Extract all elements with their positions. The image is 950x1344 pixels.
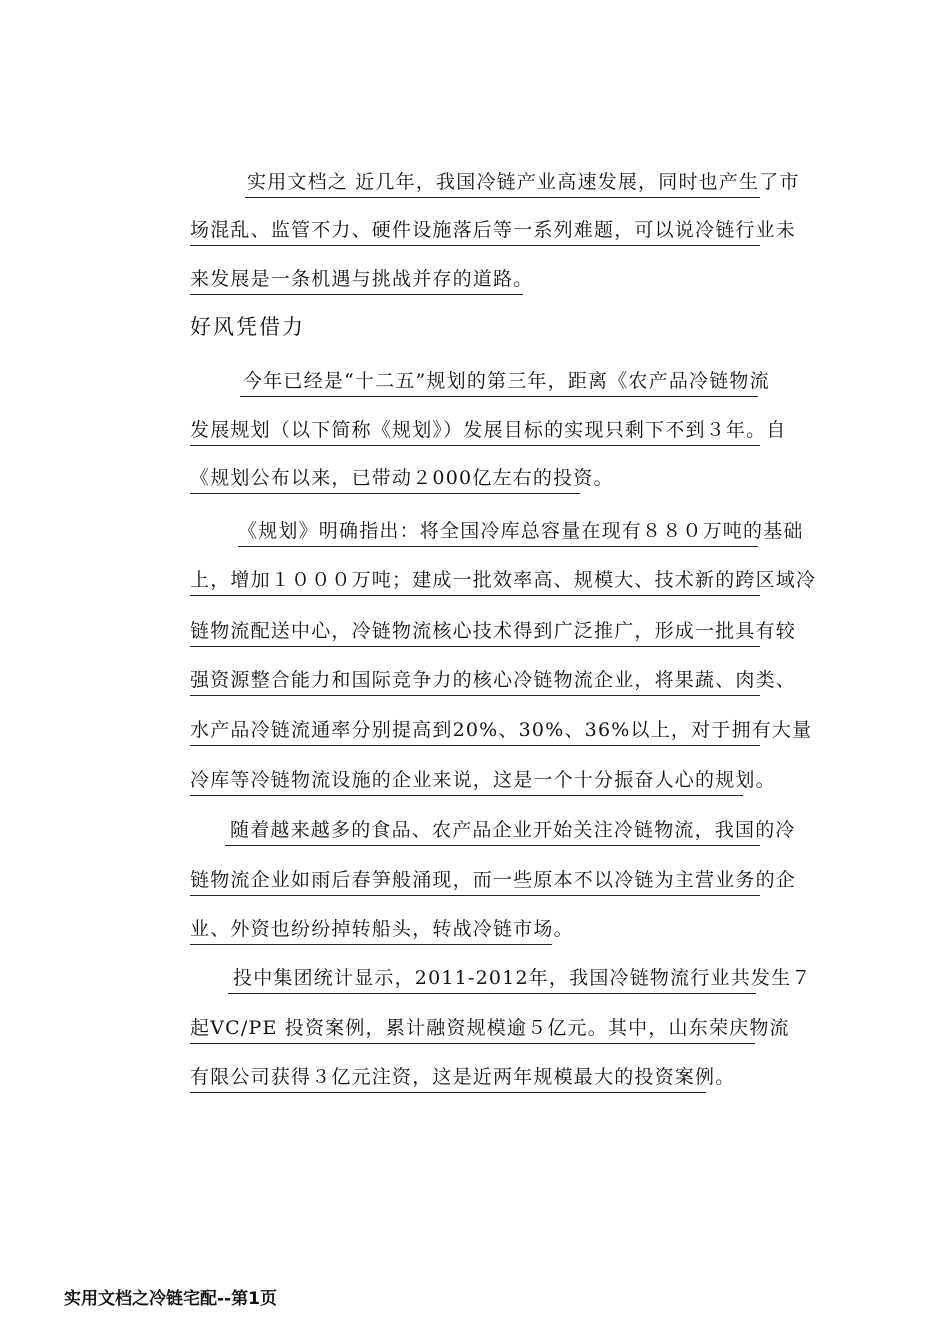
paragraph-4-line-1: 随着越来越多的食品、农产品企业开始关注冷链物流，我国的冷 xyxy=(230,819,796,841)
page-footer: 实用文档之冷链宅配--第1页 xyxy=(64,1289,277,1309)
paragraph-1-line-1: 实用文档之 近几年，我国冷链产业高速发展，同时也产生了市 xyxy=(247,171,800,193)
paragraph-3-line-4: 强资源整合能力和国际竞争力的核心冷链物流企业，将果蔬、肉类、 xyxy=(190,669,797,691)
underline xyxy=(190,646,760,647)
section-heading: 好风凭借力 xyxy=(190,315,305,339)
paragraph-2-line-3: 《规划公布以来，已带动２000亿左右的投资。 xyxy=(190,467,614,489)
underline xyxy=(190,695,760,696)
underline xyxy=(190,445,760,446)
paragraph-3-line-1: 《规划》明确指出：将全国冷库总容量在现有８８０万吨的基础 xyxy=(238,520,804,542)
underline xyxy=(240,396,758,397)
underline xyxy=(225,845,760,846)
underline xyxy=(190,493,580,494)
paragraph-2-line-1: 今年已经是“十二五”规划的第三年，距离《农产品冷链物流 xyxy=(243,370,770,392)
underline xyxy=(190,795,743,796)
paragraph-5-line-1: 投中集团统计显示，2011-2012年，我国冷链物流行业共发生７ xyxy=(233,967,812,989)
underline xyxy=(190,1092,706,1093)
paragraph-3-line-5: 水产品冷链流通率分别提高到20%、30%、36%以上，对于拥有大量 xyxy=(190,719,813,741)
underline xyxy=(190,245,760,246)
paragraph-5-line-2: 起VC/PE 投资案例，累计融资规模逾５亿元。其中，山东荣庆物流 xyxy=(190,1017,790,1039)
underline xyxy=(238,546,758,547)
underline xyxy=(190,895,760,896)
paragraph-3-line-3: 链物流配送中心，冷链物流核心技术得到广泛推广，形成一批具有较 xyxy=(190,620,797,642)
underline xyxy=(190,745,760,746)
underline xyxy=(245,197,760,198)
paragraph-5-line-3: 有限公司获得３亿元注资，这是近两年规模最大的投资案例。 xyxy=(190,1066,736,1088)
underline xyxy=(190,294,523,295)
paragraph-1-line-3: 来发展是一条机遇与挑战并存的道路。 xyxy=(190,268,534,290)
underline xyxy=(190,944,552,945)
underline xyxy=(228,993,756,994)
paragraph-4-line-2: 链物流企业如雨后春笋般涌现，而一些原本不以冷链为主营业务的企 xyxy=(190,869,797,891)
underline xyxy=(190,595,760,596)
paragraph-2-line-2: 发展规划（以下简称《规划》）发展目标的实现只剩下不到３年。自 xyxy=(190,419,787,441)
paragraph-3-line-6: 冷库等冷链物流设施的企业来说，这是一个十分振奋人心的规划。 xyxy=(190,769,776,791)
paragraph-4-line-3: 业、外资也纷纷掉转船头，转战冷链市场。 xyxy=(190,918,574,940)
paragraph-3-line-2: 上，增加１０００万吨；建成一批效率高、规模大、技术新的跨区域冷 xyxy=(190,569,817,591)
paragraph-1-line-2: 场混乱、监管不力、硬件设施落后等一系列难题，可以说冷链行业未 xyxy=(190,219,797,241)
underline xyxy=(190,1043,755,1044)
